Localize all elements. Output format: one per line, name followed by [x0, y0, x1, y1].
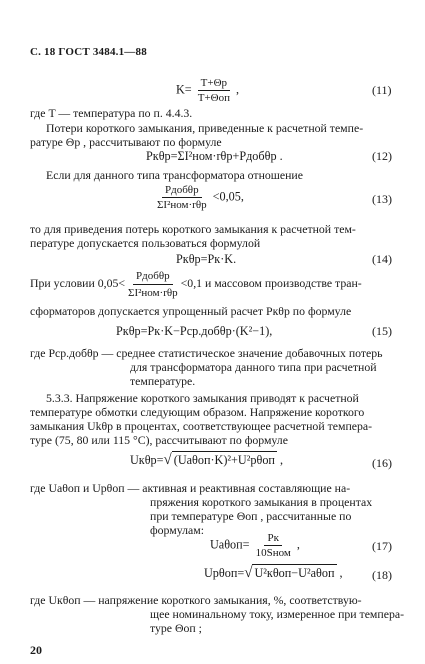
equation-13-denominator: ΣI²ном·rθр	[157, 199, 207, 211]
paragraph-ukop-line2: щее номинальному току, измеренное при темпера-	[150, 607, 405, 621]
equation-11-fraction	[195, 77, 233, 104]
equation-16	[130, 452, 283, 469]
equation-17-number: (17)	[372, 539, 392, 553]
equation-13-number: (13)	[372, 192, 392, 206]
page-header: С. 18 ГОСТ 3484.1—88	[30, 46, 147, 58]
equation-13-tail: <0,05,	[212, 189, 244, 204]
equation-18-tail: ,	[339, 566, 343, 580]
paragraph-ukop-line1: где Uкθоп — напряжение короткого замыкания, %, соответствую-	[30, 593, 362, 607]
paragraph-533-line4: туре (75, 80 или 115 °С), рассчитывают по формуле	[30, 433, 288, 447]
paragraph-ukop-line3: туре Θоп ;	[150, 621, 202, 635]
condition-denominator: ΣI²ном·rθр	[128, 287, 178, 299]
equation-12: Pкθр=ΣI²ном·rθр+Pдобθр .	[146, 149, 283, 163]
paragraph-components-line3: при температуре Θоп , рассчитанные по	[150, 509, 352, 523]
equation-15: Pкθр=Pк·K−Pср.добθр·(K²−1),	[116, 324, 273, 338]
paragraph-533-line2: температуре обмотки следующим образом. Напряжение короткого	[30, 405, 365, 419]
equation-17-tail: ,	[296, 537, 300, 552]
paragraph-t-definition: где T — температура по п. 4.4.3.	[30, 106, 193, 120]
equation-17-numerator: Pк	[264, 532, 281, 546]
paragraph-components-line1: где Uaθоп и Uрθоп — активная и реактивная составляющие на-	[30, 481, 351, 495]
equation-13-numerator: Pдобθр	[162, 184, 202, 198]
paragraph-533-line3: замыкания Ukθр в процентах, соответствующее расчетной темпера-	[30, 419, 373, 433]
equation-11-denominator: T+Θоп	[197, 92, 230, 104]
paragraph-condition-line2: сформаторов допускается упрощенный расчет Pкθр по формуле	[30, 304, 352, 318]
equation-16-lhs: Uкθр=	[130, 453, 164, 467]
equation-14: Pкθр=Pк·K.	[176, 252, 237, 266]
equation-11-numerator: T+Θр	[198, 77, 230, 91]
paragraph-condition	[30, 269, 362, 300]
equation-16-radicand: (Uaθоп·K)²+U²рθоп	[173, 453, 275, 467]
equation-18-number: (18)	[372, 568, 392, 582]
equation-17-fraction	[253, 532, 294, 559]
paragraph-components-line4: формулам:	[150, 523, 204, 537]
paragraph-psrdob-line2: для трансформатора данного типа при расчетной	[130, 360, 377, 374]
condition-fraction	[125, 269, 181, 300]
equation-14-number: (14)	[372, 252, 392, 266]
paragraph-533-line1: 5.3.3. Напряжение короткого замыкания приводят к расчетной	[46, 391, 359, 405]
paragraph-simplified-line2: пературе допускается пользоваться формулой	[30, 236, 261, 250]
sqrt-icon: √	[163, 452, 172, 468]
condition-numerator: Pдобθр	[133, 269, 173, 285]
equation-11-tail: ,	[236, 82, 240, 97]
equation-17-denominator: 10Sном	[255, 547, 291, 559]
sqrt-icon: √	[244, 565, 253, 581]
equation-16-tail: ,	[279, 453, 284, 467]
equation-16-number: (16)	[372, 456, 392, 470]
equation-13-fraction	[154, 184, 210, 211]
paragraph-psrdob-line3: температуре.	[130, 374, 196, 388]
equation-15-number: (15)	[372, 324, 392, 338]
equation-11-lhs: K=	[176, 82, 192, 97]
equation-18-radicand: U²кθоп−U²aθоп	[254, 566, 335, 580]
paragraph-ratio: Если для данного типа трансформатора отношение	[46, 168, 303, 182]
paragraph-psrdob-line1: где Pср.добθр — среднее статистическое значение добавочных потерь	[30, 346, 383, 360]
equation-17	[210, 532, 300, 559]
condition-prefix: При условии 0,05<	[30, 276, 126, 291]
equation-18	[204, 565, 343, 582]
equation-18-lhs: Uрθоп=	[204, 566, 245, 580]
page-number: 20	[30, 643, 42, 657]
paragraph-losses-line2: ратуре Θр , рассчитывают по формуле	[30, 135, 222, 149]
equation-17-lhs: Uaθоп=	[210, 537, 250, 552]
condition-suffix: <0,1 и массовом производстве тран-	[180, 276, 362, 291]
equation-13	[154, 184, 244, 211]
paragraph-components-line2: пряжения короткого замыкания в процентах	[150, 495, 373, 509]
equation-11	[176, 77, 239, 104]
equation-11-number: (11)	[372, 83, 392, 97]
paragraph-losses-line1: Потери короткого замыкания, приведенные к расчетной темпе-	[46, 121, 364, 135]
equation-12-number: (12)	[372, 149, 392, 163]
paragraph-simplified-line1: то для приведения потерь короткого замыкания к расчетной тем-	[30, 222, 356, 236]
